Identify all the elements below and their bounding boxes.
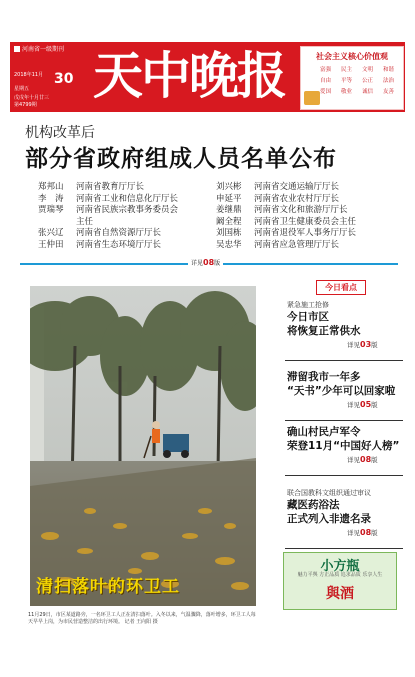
official-title: 河南省交通运输厅厅长 <box>254 182 340 192</box>
core-value-item: 爱国 <box>319 89 331 95</box>
highlight-kicker: 紧急施工抢修 <box>287 301 329 309</box>
core-value-item: 法治 <box>382 78 394 84</box>
core-values-box <box>300 46 404 110</box>
highlight-item[interactable] <box>287 488 378 537</box>
official-name: 李 涛 <box>38 193 64 204</box>
core-value-item: 民主 <box>340 67 352 73</box>
core-value-item: 富强 <box>319 67 331 73</box>
lunar-date: 戊戌年十月廿三 第4799期 <box>14 95 50 108</box>
officials-list-right <box>216 182 356 251</box>
highlight-divider <box>285 548 403 549</box>
official-title: 河南省卫生健康委员会主任 <box>254 216 357 227</box>
official-title: 河南省退役军人事务厅厅长 <box>254 228 357 238</box>
official-name: 郑邦山 <box>38 182 64 192</box>
date-line: 2018年11月 <box>14 72 44 78</box>
highlight-title: 正式列入非遗名录 <box>287 513 371 525</box>
official-name: 刘国栋 <box>216 228 242 238</box>
highlight-title: 今日市区 <box>287 311 329 323</box>
official-row <box>38 182 178 194</box>
decorative-emblem-icon <box>304 91 320 105</box>
today-highlights-label: 今日看点 <box>316 280 366 295</box>
official-name: 贾瑞琴 <box>38 205 64 215</box>
core-value-item: 诚信 <box>361 89 373 95</box>
official-row <box>216 228 356 240</box>
core-value-item: 友善 <box>382 89 394 95</box>
highlight-title: 藏医药浴法 <box>287 499 340 511</box>
ad-brand: 小方瓶 <box>320 559 360 574</box>
highlight-title: 确山村民卢军令 <box>287 426 361 438</box>
highlight-title: 滞留我市一年多 <box>287 371 361 383</box>
ad-product: 與酒 <box>326 586 354 602</box>
official-title: 河南省文化和旅游厅厅长 <box>254 205 348 215</box>
core-values-title: 社会主义核心价值观 <box>316 52 388 61</box>
tag-square-icon <box>14 46 20 52</box>
official-name: 申延平 <box>216 193 242 204</box>
official-row <box>38 205 178 217</box>
official-row <box>216 240 356 252</box>
highlight-title: 将恢复正常供水 <box>287 325 361 337</box>
weekday: 星期五 <box>14 86 30 92</box>
core-values-grid <box>315 65 399 95</box>
core-value-item: 自由 <box>319 78 331 84</box>
official-row <box>216 205 356 217</box>
issue-number: 第4799期 <box>14 102 37 108</box>
lead-kicker[interactable]: 机构改革后 <box>25 125 95 141</box>
official-title: 河南省民族宗教事务委员会 <box>76 205 179 215</box>
official-name: 吴忠华 <box>216 239 242 250</box>
highlight-divider <box>285 475 403 476</box>
official-row <box>216 182 356 194</box>
official-title: 河南省自然资源厅厅长 <box>76 228 162 238</box>
official-title: 河南省农业农村厅厅长 <box>254 193 340 204</box>
highlight-jump[interactable]: 详见05版 <box>347 400 378 409</box>
core-value-item: 文明 <box>361 67 373 73</box>
official-row <box>38 217 178 229</box>
official-title: 河南省生态环境厅厅长 <box>76 239 162 250</box>
journal-tag: 河南省一级期刊 <box>14 44 64 53</box>
day-number: 30 <box>54 71 74 87</box>
liquor-advertisement[interactable] <box>283 552 397 610</box>
highlight-title: 荣登11月“中国好人榜” <box>287 440 400 452</box>
official-row <box>38 194 178 206</box>
official-title: 河南省应急管理厅厅长 <box>254 239 340 250</box>
highlight-divider <box>285 420 403 421</box>
official-row <box>216 194 356 206</box>
official-name: 王仲田 <box>38 239 64 250</box>
official-title: 河南省教育厅厅长 <box>76 182 145 192</box>
highlight-item[interactable] <box>287 370 395 409</box>
highlight-jump[interactable]: 详见08版 <box>347 455 378 464</box>
official-name: 张兴辽 <box>38 228 64 238</box>
newspaper-logo: 天中晚报 <box>93 46 285 105</box>
lead-jump[interactable]: 详见08版 <box>188 258 223 267</box>
official-title: 河南省工业和信息化厅厅长 <box>76 193 179 204</box>
official-row <box>38 240 178 252</box>
photo-headline[interactable]: 清扫落叶的环卫工 <box>36 577 180 597</box>
officials-list-left <box>38 182 178 251</box>
official-name: 阚全程 <box>216 216 242 227</box>
core-value-item: 和谐 <box>382 67 394 73</box>
highlight-jump[interactable]: 详见03版 <box>347 340 378 349</box>
lead-headline[interactable]: 部分省政府组成人员名单公布 <box>25 146 337 172</box>
official-title: 主任 <box>76 216 94 227</box>
highlight-divider <box>285 360 403 361</box>
highlight-item[interactable] <box>287 425 399 464</box>
official-name: 姜继鼎 <box>216 205 242 215</box>
highlight-title: “天书”少年可以回家啦 <box>287 385 396 397</box>
highlight-item[interactable] <box>287 300 378 349</box>
highlight-jump[interactable]: 详见08版 <box>347 528 378 537</box>
street-sweeper-photo <box>30 286 256 606</box>
photo-caption: 11月29日，市区某道路旁，一名环卫工人正在清扫落叶。入冬以来，气温骤降，落叶增多，环卫工人每天早早上岗，为市民营造整洁的出行环境。 记者 王向阳 摄 <box>28 612 256 625</box>
core-value-item: 公正 <box>361 78 373 84</box>
highlight-kicker: 联合国教科文组织通过审议 <box>287 489 371 497</box>
core-value-item: 敬业 <box>340 89 352 95</box>
core-value-item: 平等 <box>340 78 352 84</box>
official-name: 刘兴彬 <box>216 182 242 192</box>
official-row <box>216 217 356 229</box>
ad-slogan: 魅力平舆 方正品质 追求品质 乐享人生 <box>297 572 383 578</box>
official-row <box>38 228 178 240</box>
